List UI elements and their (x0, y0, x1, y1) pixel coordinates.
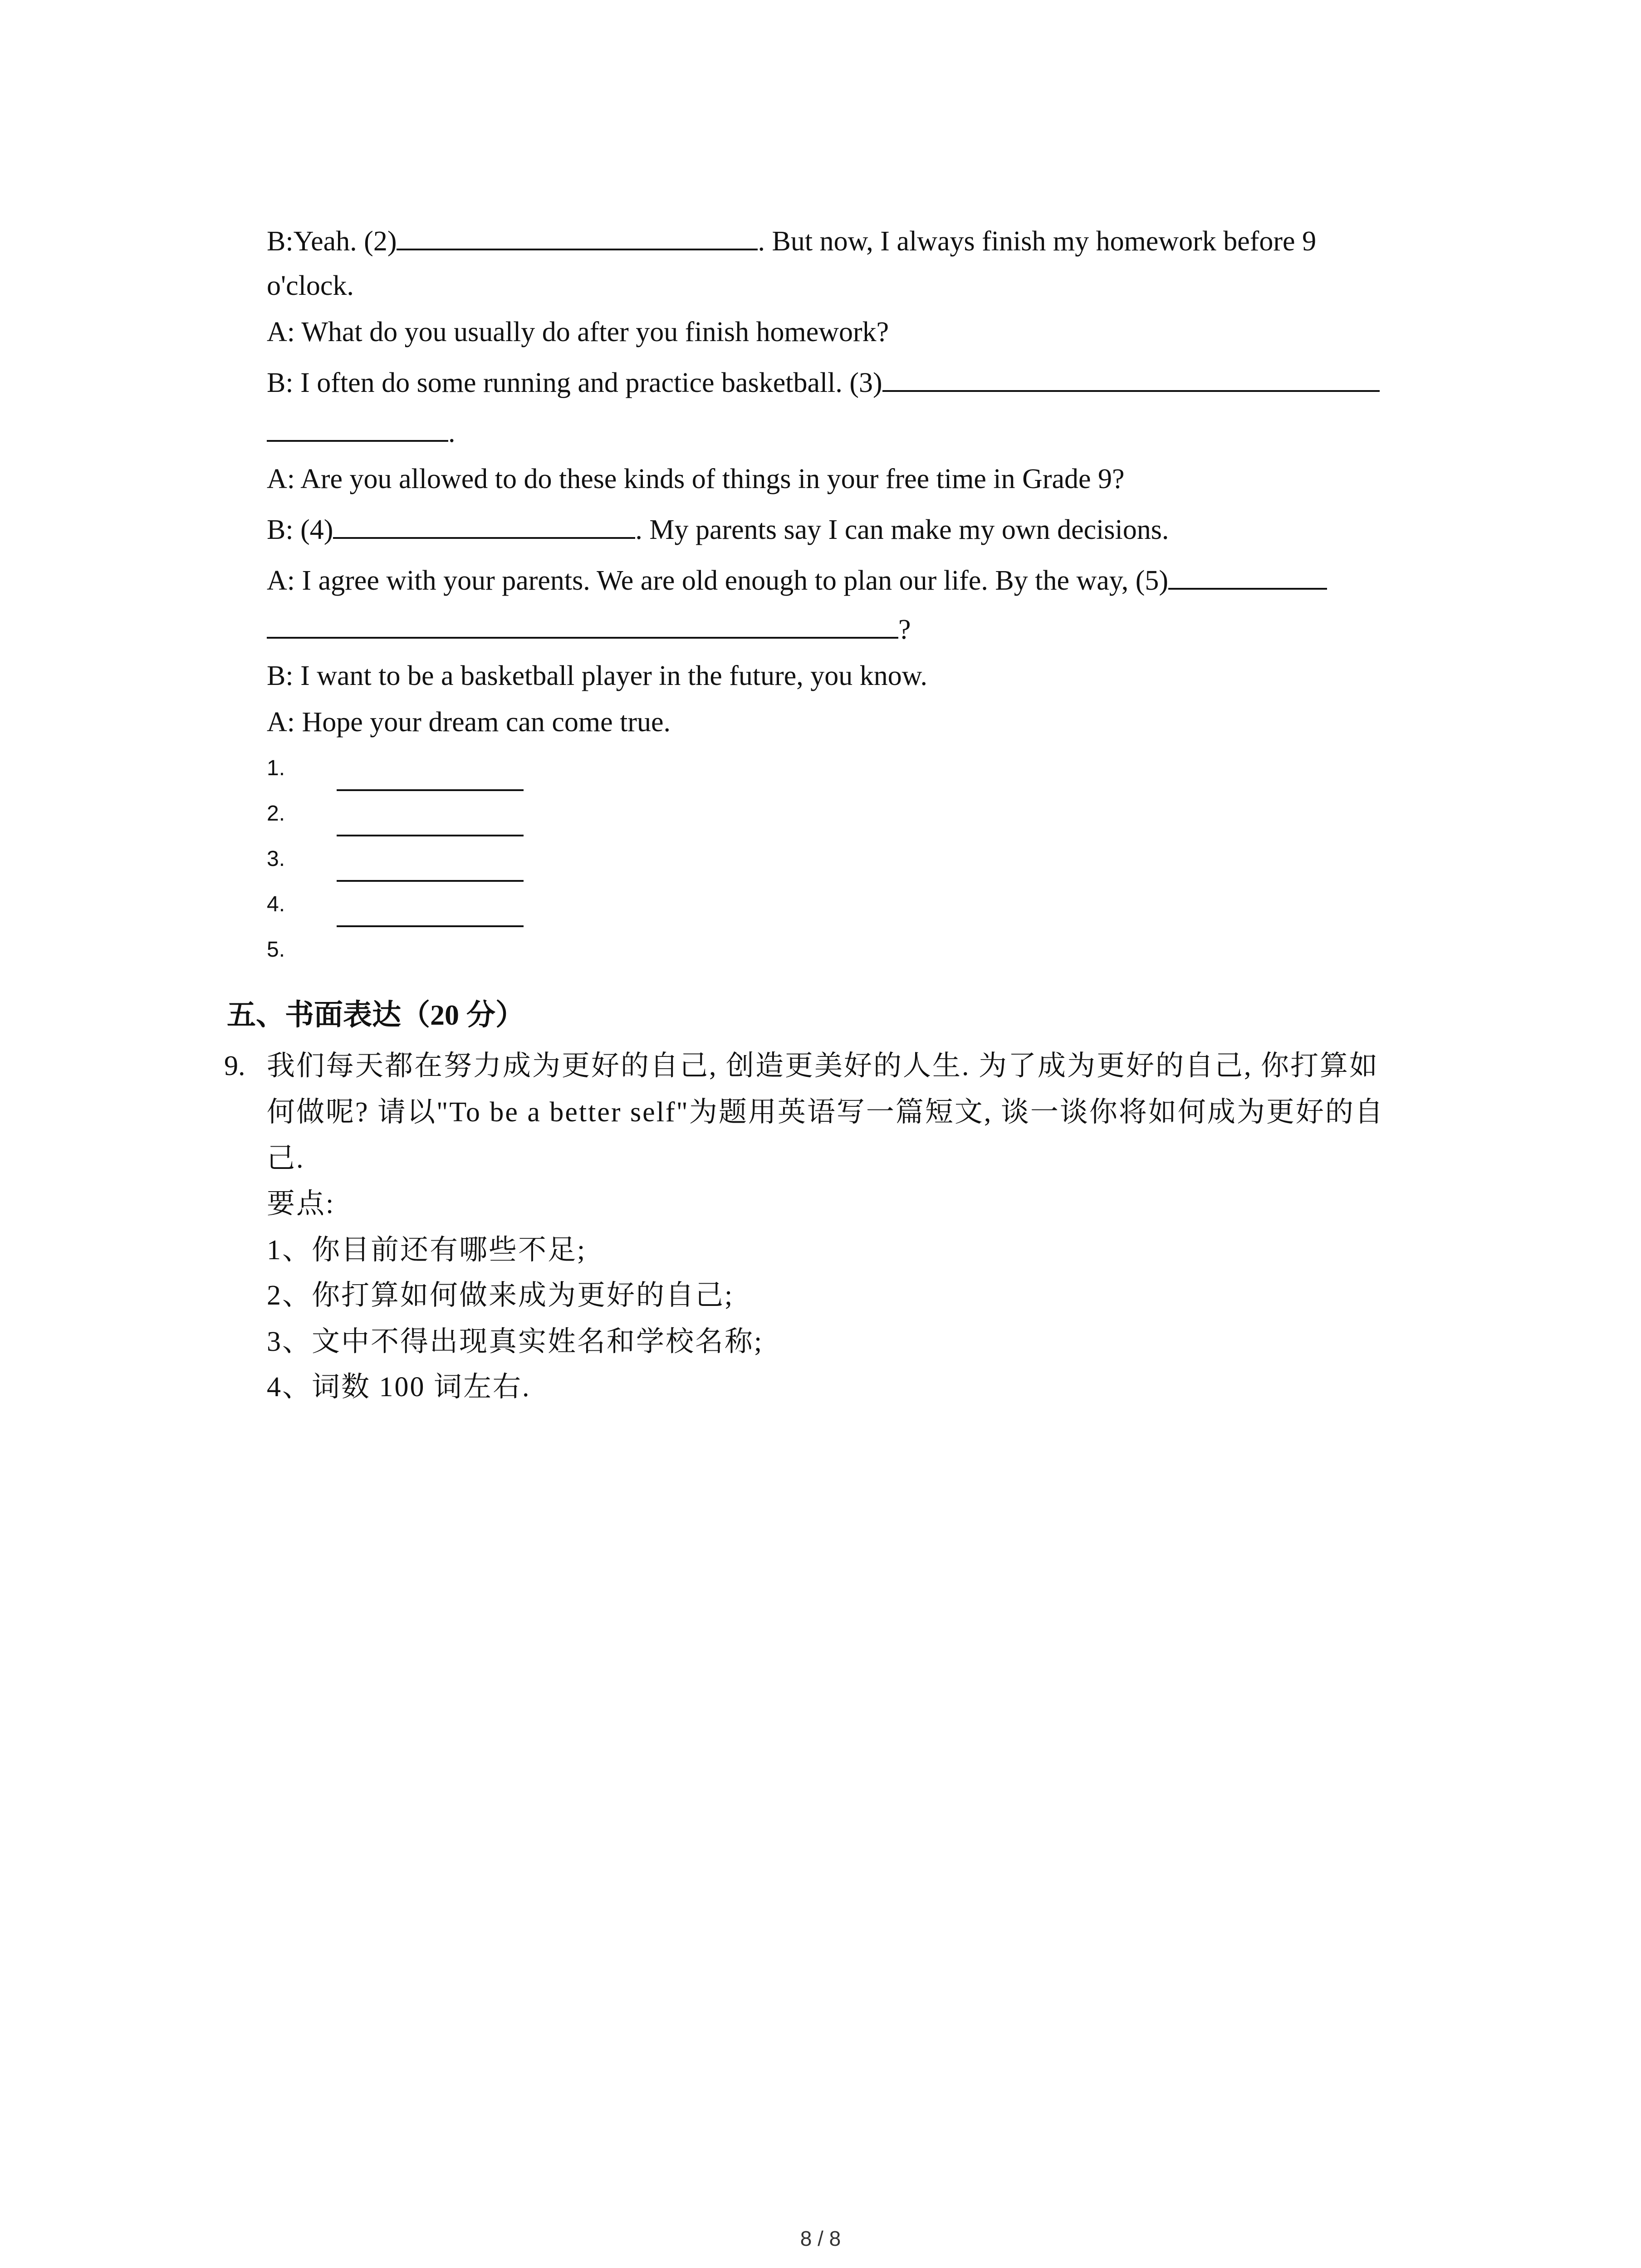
answer-blank-2[interactable] (397, 222, 758, 250)
dialogue-line-3-continuation (267, 414, 456, 451)
answer-line-3[interactable] (337, 880, 524, 882)
answer-line-1[interactable] (337, 789, 524, 791)
answer-blank-3-continued[interactable] (267, 414, 448, 442)
answer-blank-5-continued[interactable] (267, 611, 898, 639)
answer-number-2: 2. (267, 802, 285, 826)
point-item-2: 2、你打算如何做来成为更好的自己; (267, 1280, 734, 1311)
dialogue-text: . My parents say I can make my own decisions. (635, 514, 1169, 545)
answer-line-2[interactable] (337, 835, 524, 836)
prompt-line-1: 我们每天都在努力成为更好的自己, 创造更美好的人生. 为了成为更好的自己, 你打算如 (267, 1051, 1379, 1081)
dialogue-line-a-question (267, 314, 889, 350)
answer-number-3: 3. (267, 847, 285, 871)
dialogue-line-a-hope (267, 704, 671, 740)
answer-number-5: 5. (267, 938, 285, 962)
dialogue-line-5 (267, 562, 1327, 599)
dialogue-line-2 (267, 222, 1316, 259)
dialogue-text: A: Are you allowed to do these kinds of things in your free time in Grade 9? (267, 464, 1125, 494)
point-item-3: 3、文中不得出现真实姓名和学校名称; (267, 1326, 764, 1357)
dialogue-line-b-dream (267, 658, 927, 694)
prompt-line-3: 己. (267, 1143, 305, 1174)
prompt-line-2: 何做呢? 请以"To be a better self"为题用英语写一篇短文, 谈一谈你将如何成为更好的自 (267, 1097, 1384, 1128)
answer-number-1: 1. (267, 756, 285, 780)
answer-blank-4[interactable] (333, 511, 635, 539)
dialogue-line-3 (267, 364, 1380, 401)
dialogue-line-5-continuation (267, 611, 911, 648)
dialogue-text: . (448, 417, 456, 448)
dialogue-line-a-allowed (267, 461, 1125, 497)
dialogue-text: A: I agree with your parents. We are old enough to plan our life. By the way, (5) (267, 565, 1169, 596)
dialogue-line-4 (267, 511, 1169, 548)
page-number: 8 / 8 (800, 2227, 841, 2250)
dialogue-text: B: I often do some running and practice basketball. (3) (267, 367, 882, 398)
dialogue-text: B: (4) (267, 514, 333, 545)
dialogue-text: B:Yeah. (2) (267, 226, 397, 257)
point-item-4: 4、词数 100 词左右. (267, 1372, 531, 1403)
dialogue-text: A: Hope your dream can come true. (267, 707, 671, 738)
section-heading: 五、书面表达（20 分） (227, 999, 524, 1031)
dialogue-text: ? (898, 614, 911, 645)
answer-blank-3[interactable] (882, 364, 1380, 392)
point-item-1: 1、你目前还有哪些不足; (267, 1235, 587, 1266)
dialogue-text: B: I want to be a basketball player in the future, you know. (267, 660, 928, 691)
dialogue-text: A: What do you usually do after you finish homework? (267, 317, 889, 347)
answer-line-4[interactable] (337, 925, 524, 927)
answer-number-4: 4. (267, 892, 285, 916)
answer-blank-5[interactable] (1168, 562, 1327, 590)
dialogue-line-continuation (267, 268, 354, 304)
points-label: 要点: (267, 1188, 335, 1219)
dialogue-text: o'clock. (267, 270, 354, 301)
question-number: 9. (224, 1051, 245, 1081)
dialogue-text: . But now, I always finish my homework before 9 (758, 226, 1317, 257)
